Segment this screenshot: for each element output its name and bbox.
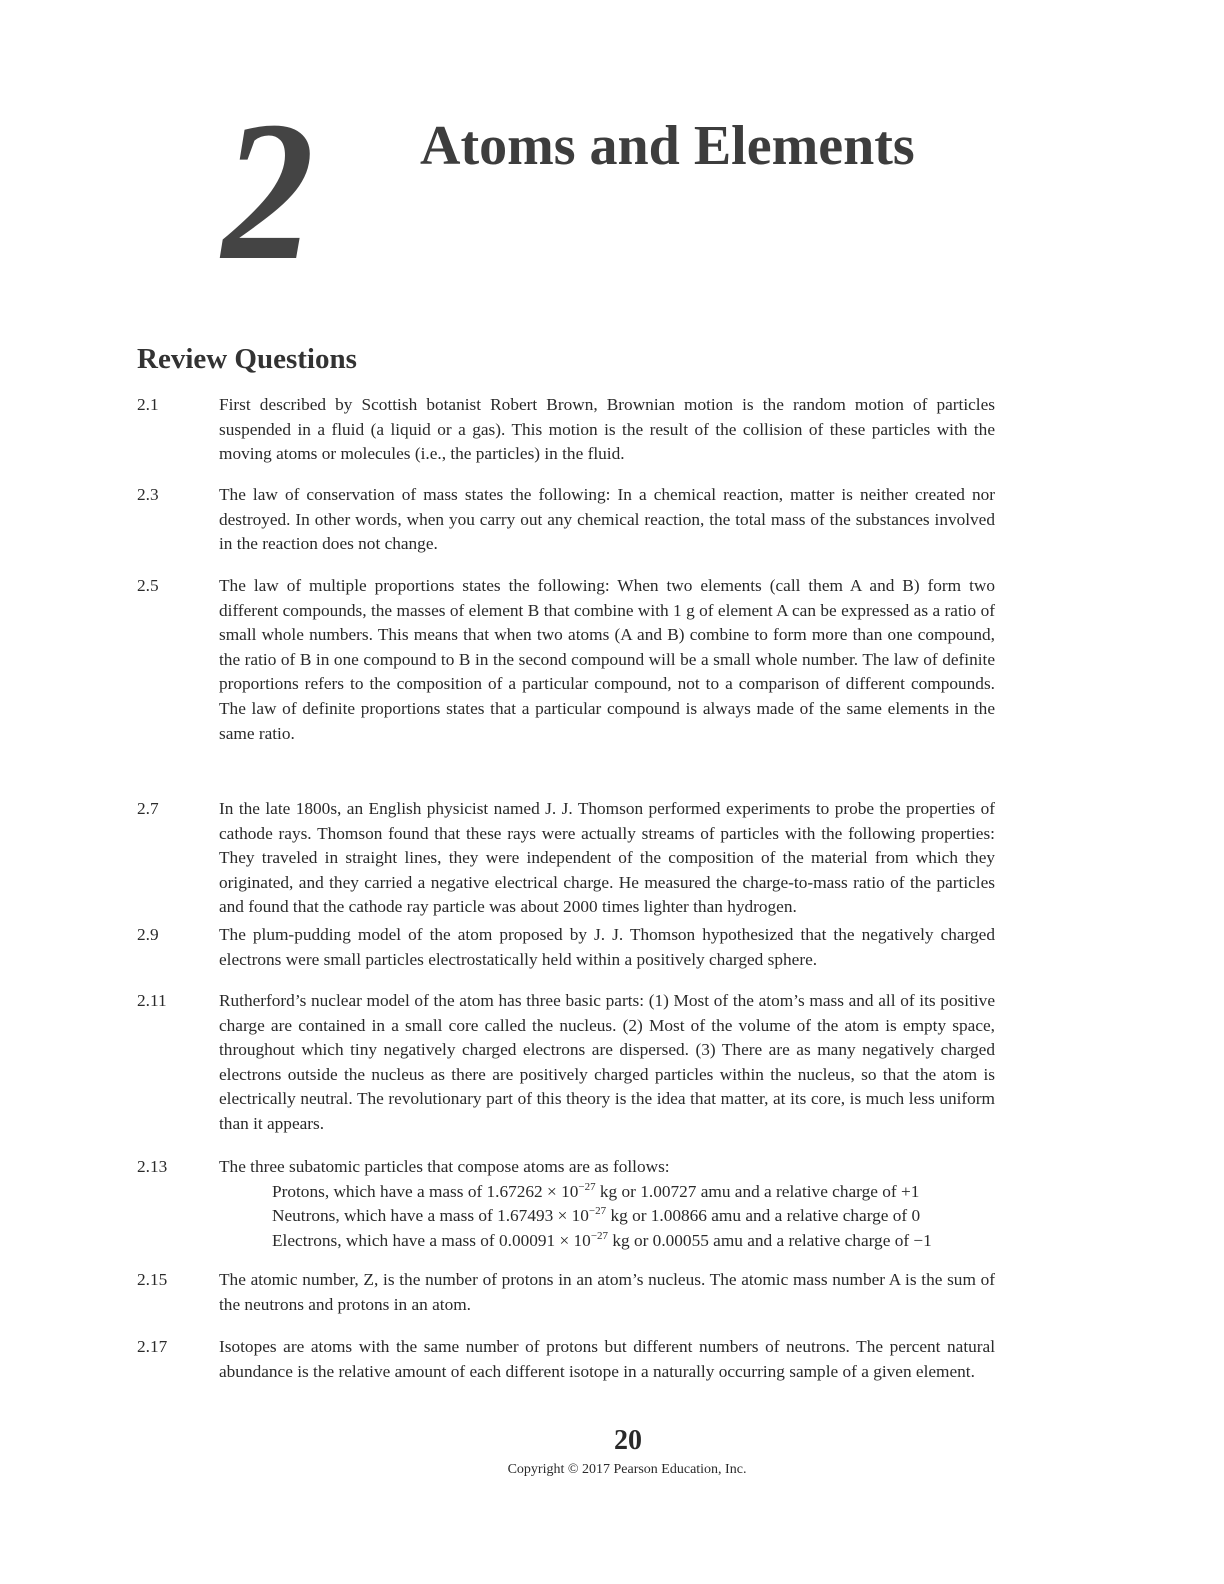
answer-text: In the late 1800s, an English physicist named J. J. Thomson performed experiments to probe the properties of cathode rays. Thomson found that these rays were actually streams of particles with the following properties: They traveled in straight lines, they were independent of the composition of the material from which they originated, and they carried a negative electrical charge. He measured the charge-to-mass ratio of the particles and found that the cathode ray particle was about 2000 times lighter than hydrogen. (219, 799, 995, 917)
question-2-1 (137, 393, 995, 467)
question-number: 2.11 (137, 991, 167, 1010)
particle-line-electrons (272, 1229, 995, 1254)
question-2-11 (137, 989, 995, 1137)
answer-text: The three subatomic particles that compose atoms are as follows: (219, 1157, 670, 1176)
answer-text: First described by Scottish botanist Robert Brown, Brownian motion is the random motion of particles suspended in a fluid (a liquid or a gas). This motion is the result of the collision of these particles with the moving atoms or molecules (i.e., the particles) in the fluid. (219, 395, 995, 464)
exponent: −27 (590, 1230, 609, 1243)
section-heading: Review Questions (137, 343, 357, 375)
question-number: 2.3 (137, 485, 159, 504)
answer-text: Rutherford’s nuclear model of the atom has three basic parts: (1) Most of the atom’s mass and all of its positive charge are contained in a small core called the nucleus. (2) Most of the volume of the atom is empty space, throughout which tiny negatively charged electrons are dispersed. (3) There are as many negatively charged electrons outside the nucleus as there are positively charged particles within the nucleus, so that the atom is electrically neutral. The revolutionary part of this theory is the idea that matter, at its core, is much less uniform than it appears. (219, 991, 995, 1133)
text: Neutrons, which have a mass of 1.67493 × 10 (272, 1206, 589, 1226)
answer-text: The law of conservation of mass states the following: In a chemical reaction, matter is neither created nor destroyed. In other words, when you carry out any chemical reaction, the total mass of the substances involved in the reaction does not change. (219, 485, 995, 554)
copyright: Copyright © 2017 Pearson Education, Inc. (507, 1462, 747, 1477)
particle-line-protons (272, 1180, 995, 1205)
question-2-3 (137, 483, 995, 557)
exponent: −27 (578, 1180, 596, 1193)
question-2-15 (137, 1268, 995, 1317)
particle-line-neutrons (272, 1204, 995, 1229)
question-number: 2.13 (137, 1157, 168, 1176)
question-2-17 (137, 1335, 995, 1384)
text: kg or 0.00055 amu and a relative charge of −1 (608, 1230, 932, 1250)
question-number: 2.5 (137, 576, 159, 595)
question-number: 2.1 (137, 395, 159, 414)
answer-text: The plum-pudding model of the atom proposed by J. J. Thomson hypothesized that the negatively charged electrons were small particles electrostatically held within a positively charged sphere. (219, 925, 995, 969)
question-number: 2.7 (137, 799, 159, 818)
question-2-9 (137, 923, 995, 972)
question-2-5 (137, 574, 995, 746)
question-2-13 (137, 1155, 995, 1253)
text: Electrons, which have a mass of 0.00091 × 10 (272, 1230, 591, 1250)
answer-text: Isotopes are atoms with the same number of protons but different numbers of neutrons. The percent natural abundance is the relative amount of each different isotope in a naturally occurring sample of a given element. (219, 1337, 995, 1381)
chapter-number: 2 (222, 81, 314, 302)
page-number: 20 (614, 1425, 642, 1456)
exponent: −27 (588, 1205, 607, 1218)
question-number: 2.9 (137, 925, 159, 944)
text: Protons, which have a mass of 1.67262 × 10 (272, 1181, 579, 1201)
answer-text: The law of multiple proportions states the following: When two elements (call them A and B) form two different compounds, the masses of element B that combine with 1 g of element A can be expressed as a ratio of small whole numbers. This means that when two atoms (A and B) combine to form more than one compound, the ratio of B in one compound to B in the second compound will be a small whole number. The law of definite proportions refers to the composition of a particular compound, not to a comparison of different compounds. The law of definite proportions states that a particular compound is always made of the same elements in the same ratio. (219, 576, 995, 743)
text: kg or 1.00866 amu and a relative charge of 0 (606, 1206, 921, 1226)
chapter-title: Atoms and Elements (420, 115, 915, 177)
text: kg or 1.00727 amu and a relative charge of +1 (595, 1181, 920, 1201)
answer-text: The atomic number, Z, is the number of protons in an atom’s nucleus. The atomic mass number A is the sum of the neutrons and protons in an atom. (219, 1270, 995, 1314)
question-number: 2.15 (137, 1270, 168, 1289)
question-number: 2.17 (137, 1337, 168, 1356)
question-2-7 (137, 797, 995, 920)
